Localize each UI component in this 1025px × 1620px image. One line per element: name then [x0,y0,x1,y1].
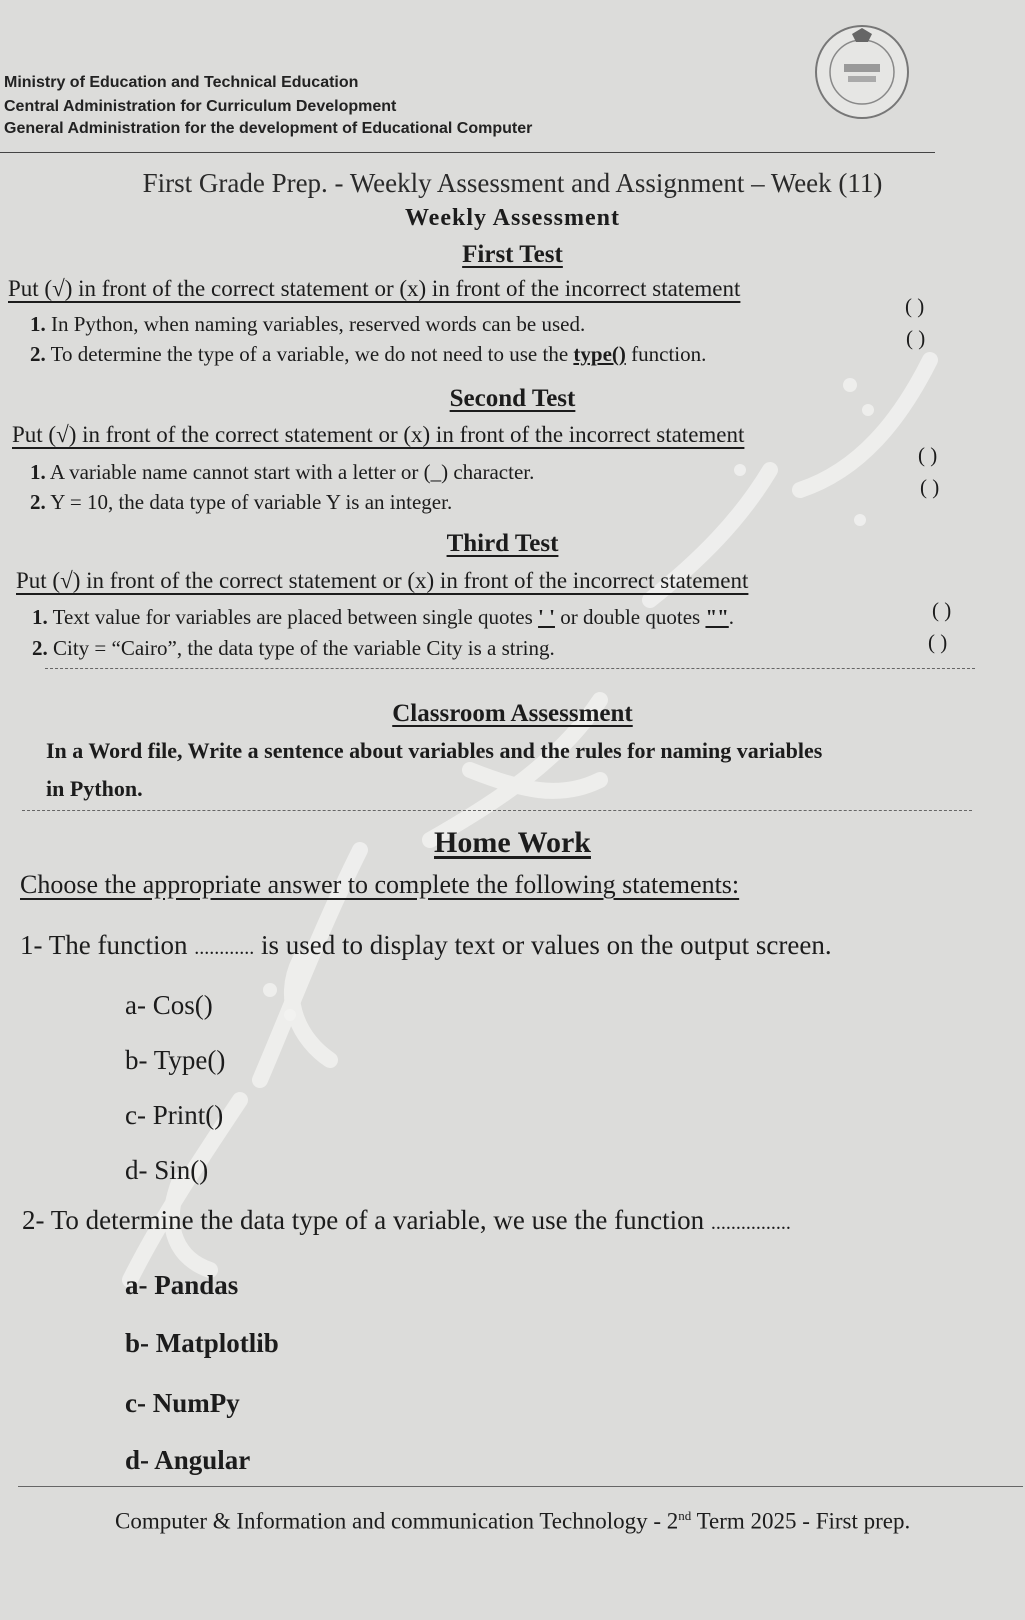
answer-paren[interactable]: ( ) [932,598,952,622]
single-quotes-term: ' ' [538,605,555,629]
classroom-divider [22,810,972,811]
third-test-instruction: Put (√) in front of the correct statement or (x) in front of the incorrect statement [16,568,749,593]
item-text: In Python, when naming variables, reserved words can be used. [51,312,586,336]
ministry-seal-logo [812,22,912,122]
q2-option-b[interactable]: b- Matplotlib [125,1328,279,1358]
footer-post: Term 2025 - First prep. [691,1508,911,1534]
homework-divider [18,1486,1023,1487]
item-number: 1. [30,460,46,484]
homework-instruction: Choose the appropriate answer to complete the following statements: [20,870,740,899]
answer-paren[interactable]: ( ) [928,630,948,654]
q2-option-c[interactable]: c- NumPy [125,1388,240,1418]
item-text-post: function. [625,342,707,366]
q2-option-a[interactable]: a- Pandas [125,1270,239,1300]
question-text-pre: 1- The function [20,930,195,960]
second-test-item-1 [30,460,534,485]
answer-paren[interactable]: ( ) [905,294,925,318]
second-test-item-2 [30,490,452,515]
question-text-post: is used to display text or values on the output screen. [254,930,832,960]
ministry-line: Ministry of Education and Technical Education [4,74,359,91]
second-test-heading: Second Test [449,385,576,412]
answer-blank[interactable]: ................ [710,1212,791,1234]
second-test-instruction: Put (√) in front of the correct statement or (x) in front of the incorrect statement [12,422,745,447]
item-text-pre: To determine the type of a variable, we do not need to use the [50,342,574,366]
answer-paren[interactable]: ( ) [918,443,938,467]
item-text-mid: or double quotes [554,605,706,629]
homework-heading: Home Work [434,826,591,859]
page-title: First Grade Prep. - Weekly Assessment and Assignment – Week (11) [142,168,883,198]
q1-option-d[interactable]: d- Sin() [125,1155,209,1185]
first-test-item-1 [30,312,585,337]
item-number: 2. [32,636,48,660]
footer-pre: Computer & Information and communication Technology - 2 [115,1508,679,1534]
type-function-term: type() [573,342,626,366]
first-test-heading: First Test [462,241,563,268]
double-quotes-term: "" [705,605,729,629]
q1-option-b[interactable]: b- Type() [125,1045,226,1075]
answer-paren[interactable]: ( ) [906,326,926,350]
answer-paren[interactable]: ( ) [920,475,940,499]
header-divider [0,152,935,153]
item-number: 1. [30,312,46,336]
classroom-task-line-1: In a Word file, Write a sentence about variables and the rules for naming variables [46,738,823,763]
third-test-item-1 [32,605,734,630]
q1-option-a[interactable]: a- Cos() [125,990,213,1020]
answer-blank[interactable]: ............ [194,937,255,959]
item-number: 1. [32,605,48,629]
weekly-assessment-heading: Weekly Assessment [405,205,620,231]
central-admin-line: Central Administration for Curriculum Development [4,98,397,115]
item-text-post: . [728,605,735,629]
third-test-divider [45,668,975,669]
question-text: 2- To determine the data type of a variable, we use the function [22,1205,711,1235]
item-text: A variable name cannot start with a letter or (_) character. [49,460,535,484]
footer-superscript: nd [678,1508,692,1523]
q1-option-c[interactable]: c- Print() [125,1100,224,1130]
first-test-instruction: Put (√) in front of the correct statement or (x) in front of the incorrect statement [8,276,741,301]
first-test-item-2 [30,342,706,367]
item-text: City = “Cairo”, the data type of the variable City is a string. [53,636,555,660]
homework-question-2 [22,1205,791,1236]
third-test-heading: Third Test [446,530,559,557]
item-number: 2. [30,342,46,366]
classroom-assessment-heading: Classroom Assessment [392,700,633,727]
footer-text [115,1508,910,1535]
homework-question-1 [20,930,832,961]
item-number: 2. [30,490,46,514]
q2-option-d[interactable]: d- Angular [125,1445,251,1475]
classroom-task-line-2: in Python. [46,776,143,801]
item-text: Y = 10, the data type of variable Y is an integer. [50,490,453,514]
item-text-pre: Text value for variables are placed between single quotes [52,605,539,629]
third-test-item-2 [32,636,555,661]
general-admin-line: General Administration for the development of Educational Computer [4,120,533,137]
